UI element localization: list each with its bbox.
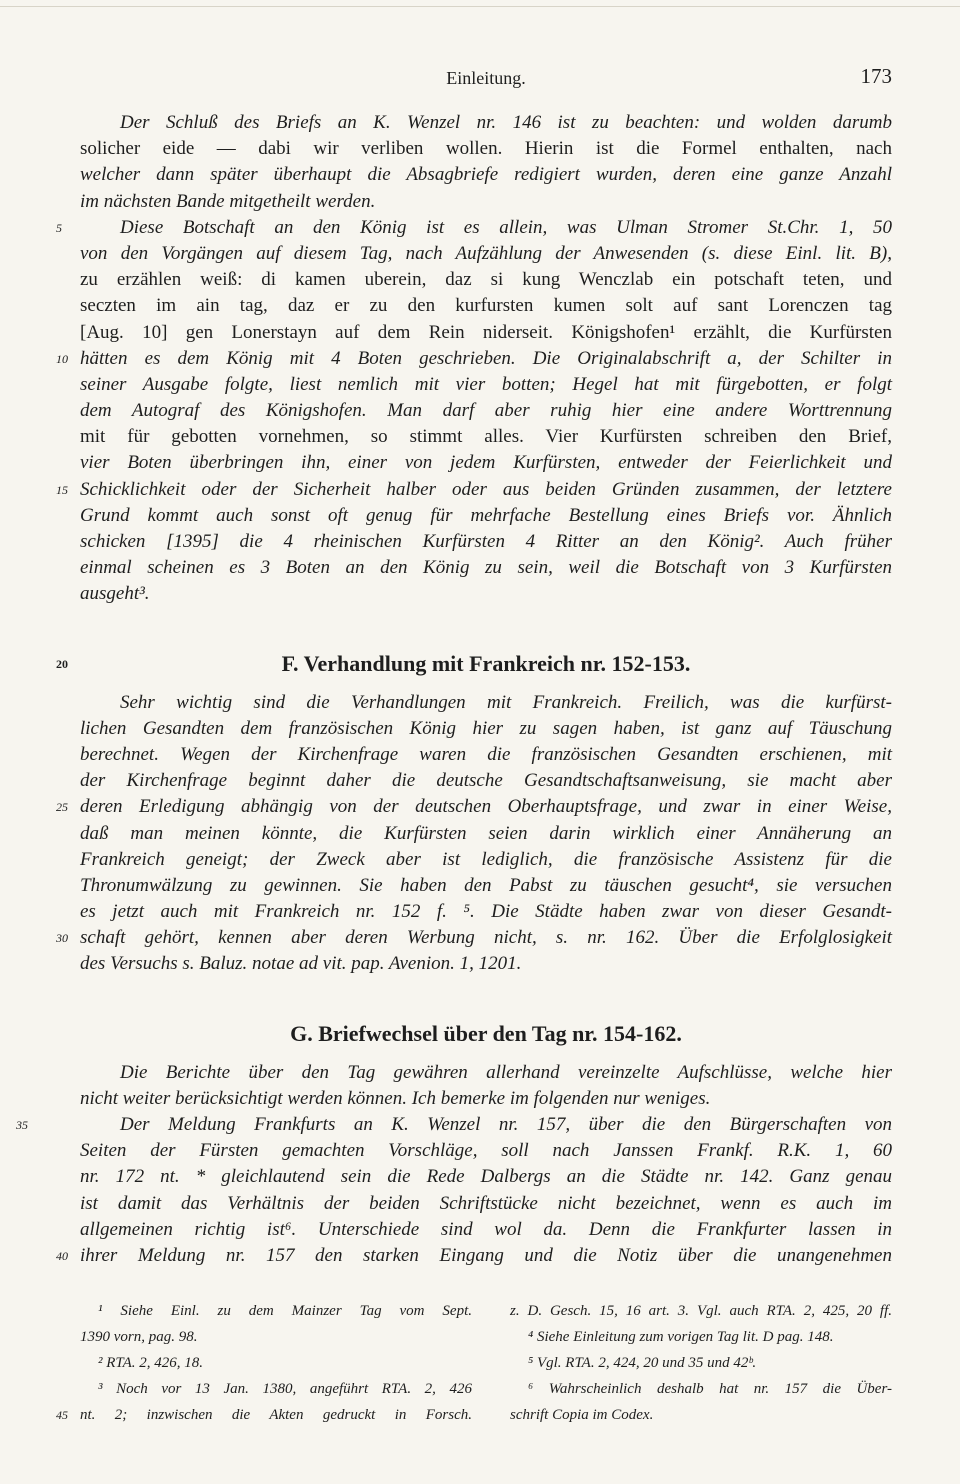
text-line: seiner Ausgabe folgte, liest nemlich mit vier botten; Hegel hat mit fürgebotten, er folgt <box>80 373 892 395</box>
text-line: Die Berichte über den Tag gewähren allerhand vereinzelte Aufschlüsse, welche hier <box>120 1061 892 1083</box>
footnote-line: schrift Copia im Codex. <box>510 1407 654 1423</box>
text-line: dem Autograf des Königshofen. Man darf aber ruhig hier eine andere Worttrennung <box>80 400 892 422</box>
section-heading-text: F. Verhandlung mit Frankreich nr. 152-153. <box>281 650 691 676</box>
footnote-line: ¹ Siehe Einl. zu dem Mainzer Tag vom Sept. <box>98 1303 472 1319</box>
footnote-line: ³ Noch vor 13 Jan. 1380, angeführt RTA. 2, 426 <box>98 1381 472 1397</box>
text-line: Thronumwälzung zu gewinnen. Sie haben den Pabst zu täuschen gesucht⁴, sie versuchen <box>80 874 892 896</box>
text-line-content: schaft gehört, kennen aber deren Werbung nicht, s. nr. 162. Über die Erfolglosigkeit <box>80 927 892 949</box>
text-line: Der Schluß des Briefs an K. Wenzel nr. 146 ist zu beachten: und wolden darumb <box>120 112 892 133</box>
text-line: seczten im ain tag, daz er zu den kurfursten kumen solt auf sant Lorenczen tag <box>80 295 892 317</box>
footnote-line: ² RTA. 2, 426, 18. <box>98 1355 204 1371</box>
line-number: 35 <box>16 1118 28 1132</box>
text-line: der Kirchenfrage beginnt daher die deutsche Gesandtschaftsanweisung, sie macht aber <box>80 770 892 792</box>
line-number: 45 <box>56 1408 68 1422</box>
footnotes-right-column <box>510 1298 892 1428</box>
footnote-line: 1390 vorn, pag. 98. <box>80 1329 198 1345</box>
line-number: 20 <box>56 656 68 671</box>
text-line-content: Der Meldung Frankfurts an K. Wenzel nr. 157, über die den Bürgerschaften von <box>120 1114 892 1135</box>
text-line: schicken [1395] die 4 rheinischen Kurfürsten 4 Ritter an den König². Auch früher <box>80 531 892 552</box>
text-line: berechnet. Wegen der Kirchenfrage waren die französischen Gesandten erschienen, mit <box>80 743 892 765</box>
footnote-line: z. D. Gesch. 15, 16 art. 3. Vgl. auch RTA. 2, 425, 20 ff. <box>510 1303 892 1319</box>
text-line: [Aug. 10] gen Lonerstayn auf dem Rein niderseit. Königshofen¹ erzählt, die Kurfürsten <box>80 321 892 343</box>
text-line: welcher dann später überhaupt die Absagbriefe redigiert wurden, deren eine ganze Anzahl <box>80 164 892 186</box>
text-line: Seiten der Fürsten gemachten Vorschläge, soll nach Janssen Frankf. R.K. 1, 60 <box>80 1140 892 1162</box>
section-heading-g: G. Briefwechsel über den Tag nr. 154-162. <box>290 1020 682 1046</box>
line-number: 10 <box>56 351 68 366</box>
footnote-line-content: nt. 2; inzwischen die Akten gedruckt in Forsch. <box>80 1407 472 1423</box>
text-line: von den Vorgängen auf diesem Tag, nach Aufzählung der Anwesenden (s. diese Einl. lit. B), <box>80 242 892 264</box>
page-header <box>80 64 892 94</box>
footnote-line <box>56 1402 472 1428</box>
footnote-line: ⁴ Siehe Einleitung zum vorigen Tag lit. D pag. 148. <box>528 1329 834 1345</box>
text-line: im nächsten Bande mitgetheilt werden. <box>80 190 376 212</box>
text-line: ausgeht³. <box>80 583 150 605</box>
footnote-line: ⁶ Wahrscheinlich deshalb hat nr. 157 die Über- <box>528 1381 892 1397</box>
text-line <box>56 1243 892 1269</box>
text-line <box>56 215 892 241</box>
line-number: 15 <box>56 482 68 497</box>
footnote-line: ⁵ Vgl. RTA. 2, 424, 20 und 35 und 42ᵇ. <box>528 1355 757 1371</box>
line-number: 40 <box>56 1248 68 1263</box>
text-line: solicher eide — dabi wir verliben wollen. Hierin ist die Formel enthalten, nach <box>80 138 892 160</box>
text-line: Frankreich geneigt; der Zweck aber ist lediglich, die französische Assistenz für die <box>80 848 892 870</box>
text-line: mit für gebotten vornehmen, so stimmt alles. Vier Kurfürsten schreiben den Brief, <box>80 426 892 448</box>
text-line <box>16 1112 892 1138</box>
text-line: einmal scheinen es 3 Boten an den König zu sein, weil die Botschaft von 3 Kurfürsten <box>80 557 892 579</box>
text-line-content: hätten es dem König mit 4 Boten geschrieben. Die Originalabschrift a, der Schilter in <box>80 347 892 369</box>
text-line: allgemeinen richtig ist⁶. Unterschiede sind wol da. Denn die Frankfurter lassen in <box>80 1218 892 1240</box>
text-line: nicht weiter berücksichtigt werden können. Ich bemerke im folgenden nur weniges. <box>80 1087 711 1109</box>
text-line: Sehr wichtig sind die Verhandlungen mit Frankreich. Freilich, was die kurfürst- <box>120 691 892 713</box>
text-line: zu erzählen weiß: di kamen uberein, daz si kung Wenczlab ein potschaft teten, und <box>80 269 892 291</box>
text-line: lichen Gesandten dem französischen König hier zu sagen haben, ist ganz auf Täuschung <box>80 717 892 739</box>
line-number: 30 <box>56 931 68 946</box>
text-line: vier Boten überbringen ihn, einer von jedem Kurfürsten, entweder der Feierlichkeit und <box>80 452 892 474</box>
text-line <box>56 346 892 372</box>
footnotes-left-column <box>56 1298 472 1428</box>
page-number: 173 <box>860 64 892 88</box>
text-line <box>56 477 892 503</box>
line-number: 5 <box>56 220 62 235</box>
text-line: daß man meinen könnte, die Kurfürsten seien darin wirklich einer Annäherung an <box>80 822 892 844</box>
running-title: Einleitung. <box>446 68 526 88</box>
text-line <box>56 925 892 951</box>
text-line-content: ihrer Meldung nr. 157 den starken Eingang und die Notiz über die unangenehmen <box>80 1244 892 1266</box>
text-line-content: deren Erledigung abhängig von der deutschen Oberhauptsfrage, und zwar in einer Weise, <box>80 796 892 818</box>
text-line: Grund kommt auch sonst oft genug für mehrfache Bestellung eines Briefs vor. Ähnlich <box>80 504 892 526</box>
scan-top-edge <box>0 6 960 7</box>
text-line: ist damit das Verhältnis der beiden Schriftstücke nicht bezeichnet, wenn es auch im <box>80 1192 892 1214</box>
text-line-content: Schicklichkeit oder der Sicherheit halber oder aus beiden Gründen zusammen, der letztere <box>80 478 892 500</box>
text-line: nr. 172 nt. * gleichlautend sein die Rede Dalbergs an die Städte nr. 142. Ganz genau <box>80 1166 892 1188</box>
section-heading-f <box>56 638 892 690</box>
text-line <box>56 794 892 820</box>
text-line-content: Diese Botschaft an den König ist es allein, was Ulman Stromer St.Chr. 1, 50 <box>120 216 892 238</box>
main-text <box>16 110 892 1269</box>
text-line: es jetzt auch mit Frankreich nr. 152 f. ⁵. Die Städte haben zwar von dieser Gesandt- <box>80 901 892 923</box>
text-line: des Versuchs s. Baluz. notae ad vit. pap. Avenion. 1, 1201. <box>80 953 522 975</box>
line-number: 25 <box>56 800 68 815</box>
